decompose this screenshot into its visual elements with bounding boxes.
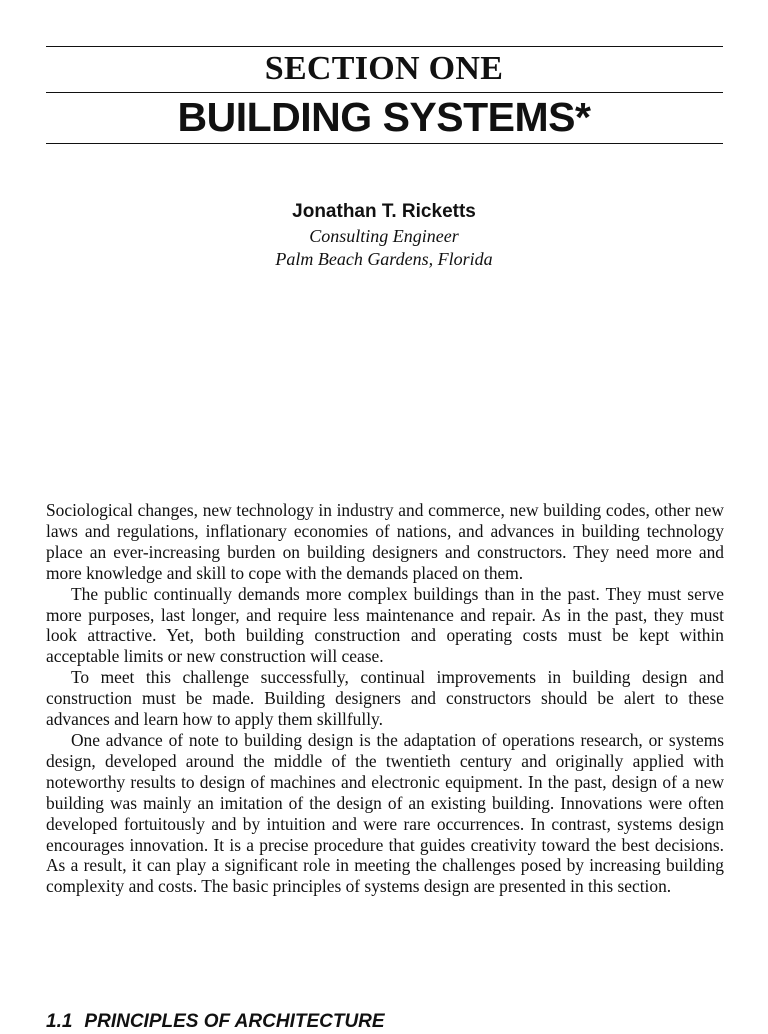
bottom-rule xyxy=(46,143,723,144)
body-paragraph: The public continually demands more complex buildings than in the past. They must serve more purposes, last longer, and require less maintenance and repair. As in the past, they must look attractive. Yet, both building construction and operating costs must be kept within acceptable limits or new construction will cease. xyxy=(46,583,724,667)
section-label: SECTION ONE xyxy=(264,50,504,87)
body-text xyxy=(46,500,724,897)
body-paragraph: To meet this challenge successfully, continual improvements in building design and construction must be made. Building designers and constructors should be alert to these advances and learn how to apply them skillfully. xyxy=(46,667,724,730)
next-section-heading xyxy=(46,1010,724,1034)
author-location: Palm Beach Gardens, Florida xyxy=(275,249,493,269)
section-title: BUILDING SYSTEMS* xyxy=(177,94,591,140)
author-name: Jonathan T. Ricketts xyxy=(292,201,476,222)
body-paragraph: One advance of note to building design is the adaptation of operations research, or systems design, developed around the middle of the twentieth century and originally applied with noteworthy results to design of machines and electronic equipment. In the past, design of a new building was mainly an imitation of the design of an existing building. Innovations were often developed fortuitously and by intuition and were rare occurrences. In contrast, systems design encourages innovation. It is a precise procedure that guides creativity toward the best decisions. As a result, it can play a significant role in meeting the challenges posed by increasing building complexity and costs. The basic principles of systems design are presented in this section. xyxy=(46,729,724,897)
next-section-title: PRINCIPLES OF ARCHITECTURE xyxy=(84,1011,385,1032)
middle-rule xyxy=(46,92,723,93)
next-section-number: 1.1 xyxy=(46,1011,73,1032)
author-role: Consulting Engineer xyxy=(309,226,459,246)
body-paragraph: Sociological changes, new technology in industry and commerce, new building codes, other new laws and regulations, inflationary economies of nations, and advances in building technology place an ever-increasing burden on building designers and constructors. They need more and more knowledge and skill to cope with the demands placed on them. xyxy=(46,500,724,583)
top-rule xyxy=(46,46,723,47)
